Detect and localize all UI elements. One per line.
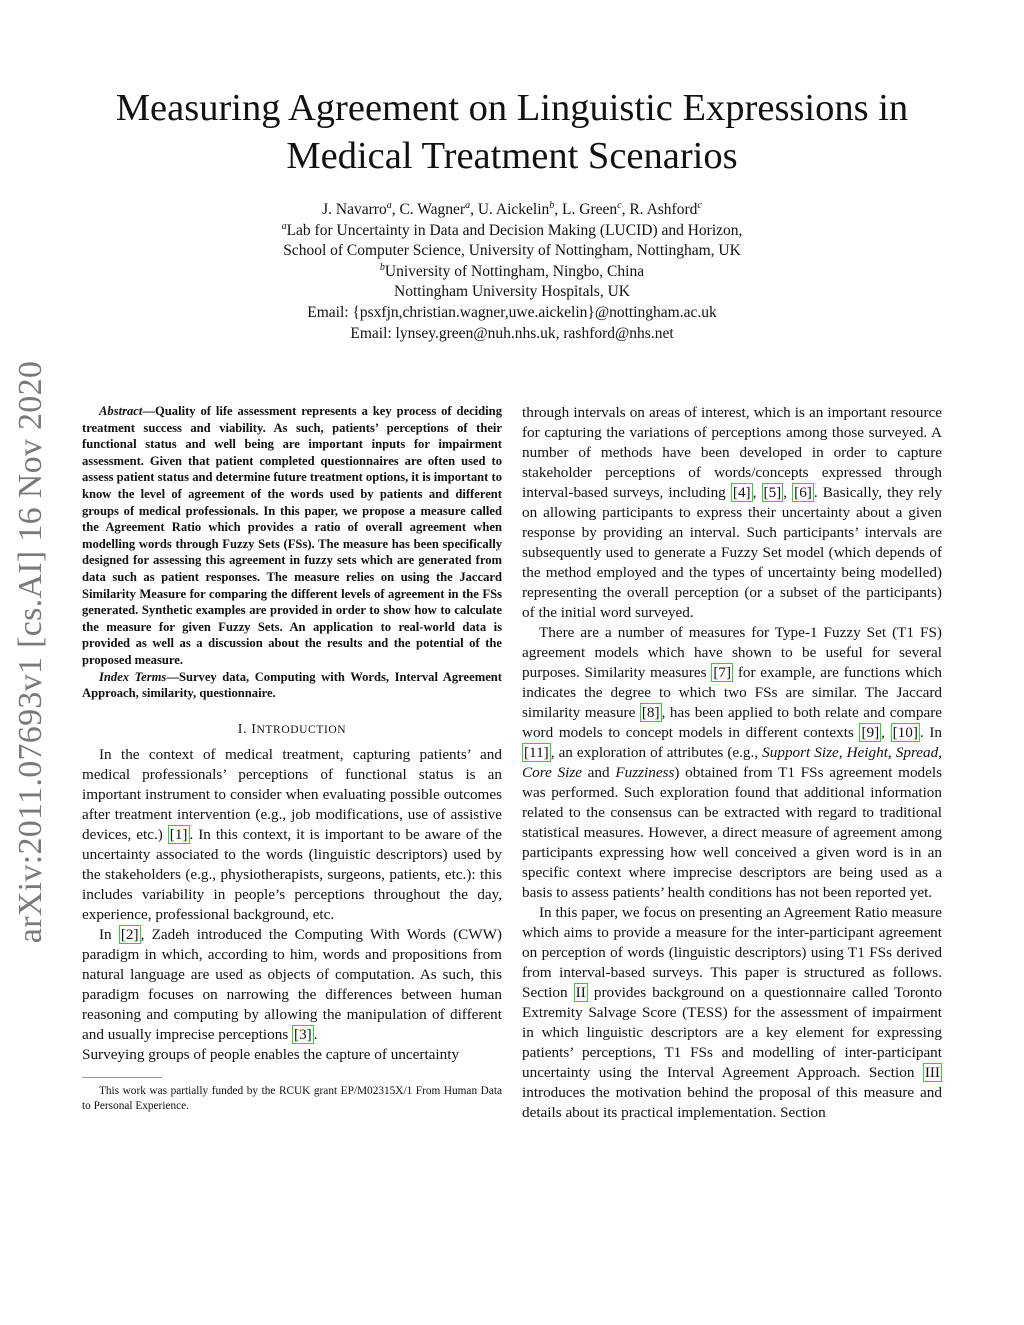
author-list: J. Navarro$^a$, C. Wagner$^a$, U. Aickelin$^b$, L. Green$^c$, R. Ashford$^c$ bbox=[322, 199, 702, 218]
text-run: In bbox=[99, 925, 119, 943]
index-terms-text: —Survey data, Computing with Words, Interval Agreement Approach, similarity, questionnaire. bbox=[82, 669, 502, 701]
citation-link[interactable]: [11] bbox=[524, 744, 549, 761]
left-column bbox=[82, 403, 502, 1114]
affiliation-mark: b bbox=[549, 199, 555, 211]
text-run: . In bbox=[919, 724, 942, 741]
author-name: R. Ashford bbox=[629, 201, 698, 218]
abstract-text: —Quality of life assessment represents a key process of deciding treatment success and viability. As such, patients’ perceptions of their functional status and well being are important inputs for impairment assessment. Given that patient completed questionnaires are often used to assess patient status and determine future treatment options, it is important to know the level of agreement of the words used by patients and different groups of medical professionals. In this paper, we propose a measure called the Agreement Ratio which provides a ratio of overall agreement when modelling words through Fuzzy Sets (FSs). The measure has been specifically designed for assessing this agreement in fuzzy sets which are generated from data such as patient responses. The measure relies on using the Jaccard Similarity Measure for comparing the different levels of agreement in the FSs generated. Synthetic examples are provided in order to show how to calculate the measure for given Fuzzy Sets. An application to real-world data is provided as well as a discussion about the results and the potential of the proposed measure. bbox=[82, 404, 503, 667]
author-name: U. Aickelin bbox=[477, 201, 550, 218]
text-run: ) obtained from T1 FSs agreement models was performed. Such exploration found that additional information related to the consensus can be extracted with regard to traditional statistical measures. However, a direct measure of agreement among participants expressing how well conceived a given word is in an specific context where imprecise descriptors are being used as a basis to assess patients’ health conditions has not been reported yet. bbox=[522, 764, 943, 901]
affiliation-a-line2: School of Computer Science, University of Nottingham, Nottingham, UK bbox=[283, 242, 741, 260]
title-line-2: Medical Treatment Scenarios bbox=[286, 135, 738, 177]
author-name: J. Navarro bbox=[322, 201, 387, 218]
text-run: , Zadeh introduced the Computing With Words (CWW) paradigm in which, according to him, words and propositions from natural language are used as objects of computation. As such, this paradigm focuses on narrowing the differences between human reasoning and computing by allowing the manipulation of different and usually imprecise perceptions bbox=[82, 925, 502, 1043]
affiliation-mark: a bbox=[465, 199, 471, 211]
citation-link[interactable]: [7] bbox=[713, 664, 732, 681]
affiliation-mark: a bbox=[281, 220, 287, 232]
author-name: L. Green bbox=[562, 201, 618, 218]
index-terms bbox=[82, 669, 502, 702]
affiliation-mark: c bbox=[697, 199, 702, 211]
attribute-term: Fuzziness bbox=[615, 764, 675, 781]
paragraph: Surveying groups of people enables the capture of uncertainty bbox=[82, 1045, 460, 1063]
section-heading-introduction bbox=[82, 720, 502, 740]
paragraph bbox=[82, 745, 502, 925]
right-column bbox=[522, 403, 942, 1123]
arxiv-sidebar bbox=[0, 352, 62, 952]
text-run: . In this context, it is important to be aware of the uncertainty associated to the words (linguistic descriptors) used by the stakeholders (e.g., physiotherapists, surgeons, patients, etc.): this includes variability in people’s perceptions throughout the day, experience, professional background, etc. bbox=[82, 825, 502, 923]
text-run: In the context of medical treatment, capturing patients’ and medical professionals’ perceptions of functional status is an important instrument to consider when evaluating possible outcomes after treatment intervention (e.g., job modifications, use of assistive devices, etc.) bbox=[82, 745, 502, 843]
email-line-2: Email: lynsey.green@nuh.nhs.uk, rashford@nhs.net bbox=[350, 324, 674, 342]
text-run: In this paper, we focus on presenting an Agreement Ratio measure which aims to provide a measure for the inter-participant agreement on perception of words (linguistic descriptors) using T1 FSs derived from interval-based surveys. This paper is structured as follows. Section bbox=[522, 904, 943, 1001]
paper-title bbox=[60, 84, 964, 180]
text-run: , has been applied to both relate and compare word models to concept models in different contexts bbox=[522, 704, 942, 741]
citation-link[interactable]: [10] bbox=[892, 724, 918, 741]
arxiv-id: arXiv:2011.07693v1 [cs.AI] 16 Nov 2020 bbox=[12, 360, 49, 944]
affiliation-b bbox=[112, 262, 912, 283]
affiliation-b-text: University of Nottingham, Ningbo, China bbox=[384, 262, 645, 280]
text-run: . Basically, they rely on allowing participants to express their uncertainty about a given response by providing an interval. Such participants’ intervals are subsequently used to generate a Fuzzy Set model (which depends of the method employed and the types of uncertainty being modelled) representing the overall perception (or a subset of the participants) of the initial word surveyed. bbox=[522, 484, 943, 621]
affiliation-a bbox=[112, 221, 912, 242]
title-line-1: Measuring Agreement on Linguistic Expressions in bbox=[115, 87, 909, 129]
section-link[interactable]: II bbox=[575, 984, 586, 1001]
text-run: There are a number of measures for Type-1 Fuzzy Set (T1 FS) agreement models which have shown to be useful for several purposes. Similarity measures bbox=[522, 624, 942, 681]
citation-link[interactable]: [5] bbox=[763, 484, 782, 501]
citation-link[interactable]: [3] bbox=[294, 1025, 312, 1043]
attribute-term: Height bbox=[846, 744, 888, 761]
text-run: provides background on a questionnaire called Toronto Extremity Salvage Score (TESS) for the assessment of impairment in which linguistic descriptors are a key element for expressing patients’ perceptions, T1 FSs and modelling of inter-participant uncertainty using the Interval Agreement Approach. Section bbox=[522, 984, 942, 1081]
author-name: C. Wagner bbox=[399, 201, 466, 218]
section-number: I. I bbox=[237, 721, 257, 737]
text-run: introduces the motivation behind the proposal of this measure and details about its practical implementation. Section bbox=[522, 1084, 942, 1121]
author-block bbox=[112, 200, 912, 344]
paragraph: through intervals on areas of interest, which is an important resource for capturing the variations of perceptions among those surveyed. A number of methods have been developed in order to capture stakeholder perceptions of words/concepts expressed through interval-based surveys, including [4] , [5] , [6] . Basically, they rely on allowing participants to express their uncertainty about a given response by providing an interval. Such participants’ intervals are subsequently used to generate a Fuzzy Set model (which depends of the method employed and the types of uncertainty being modelled) representing the overall perception (or a subset of the participants) of the initial word surveyed. bbox=[522, 404, 943, 621]
attribute-term: Spread bbox=[895, 744, 939, 761]
affiliation-mark: a bbox=[386, 199, 392, 211]
abstract-label: Abstract bbox=[99, 404, 143, 418]
citation-link[interactable]: [2] bbox=[120, 925, 139, 943]
affiliation-c: Nottingham University Hospitals, UK bbox=[394, 283, 630, 301]
index-terms-label: Index Terms bbox=[99, 669, 167, 684]
citation-link[interactable]: [4] bbox=[732, 484, 751, 501]
paragraph bbox=[522, 903, 942, 1123]
citation-link[interactable]: [9] bbox=[861, 724, 880, 741]
paragraph bbox=[82, 925, 502, 1045]
email-line-1: Email: {psxfjn,christian.wagner,uwe.aickelin}@nottingham.ac.uk bbox=[307, 303, 717, 321]
affiliation-a-line1: Lab for Uncertainty in Data and Decision Making (LUCID) and Horizon, bbox=[286, 221, 743, 239]
citation-link[interactable]: [1] bbox=[169, 825, 188, 843]
section-link[interactable]: III bbox=[924, 1064, 940, 1081]
text-run: . bbox=[313, 1025, 318, 1043]
abstract bbox=[82, 403, 502, 669]
attribute-term: Core Size bbox=[522, 764, 582, 781]
affiliation-mark: c bbox=[617, 199, 622, 211]
section-title: NTRODUCTION bbox=[256, 723, 347, 736]
text-run: , an exploration of attributes (e.g., bbox=[550, 744, 763, 761]
citation-link[interactable]: [6] bbox=[794, 484, 812, 501]
attribute-term: Support Size bbox=[762, 744, 839, 761]
footnote: This work was partially funded by the RCUK grant EP/M02315X/1 From Human Data to Personal Experience. bbox=[82, 1084, 502, 1112]
citation-link[interactable]: [8] bbox=[641, 704, 660, 721]
paragraph: There are a number of measures for Type-1 Fuzzy Set (T1 FS) agreement models which have shown to be useful for several purposes. Similarity measures [7] for example, are functions which indicates the degree to which two FSs are similar. The Jaccard similarity measure [8] , has been applied to both relate and compare word models to concept models in different contexts [9] , [10] . In [11] , an exploration of attributes (e.g., Support Size, Height, Spread, Core Size and Fuzziness) obtained from T1 FSs agreement models was performed. Such exploration found that additional information related to the consensus can be extracted with regard to traditional statistical measures. However, a direct measure of agreement among participants expressing how well conceived a given word is in an specific context where imprecise descriptors are being used as a basis to assess patients’ health conditions has not been reported yet. bbox=[522, 624, 943, 901]
footnote-rule bbox=[82, 1077, 162, 1078]
text-run: through intervals on areas of interest, which is an important resource for capturing the variations of perceptions among those surveyed. A number of methods have been developed in order to capture stakeholder perceptions of words/concepts expressed through interval-based surveys, including bbox=[522, 404, 942, 501]
affiliation-mark: b bbox=[379, 261, 385, 273]
text-run: for example, are functions which indicates the degree to which two FSs are similar. The Jaccard similarity measure bbox=[522, 664, 942, 721]
